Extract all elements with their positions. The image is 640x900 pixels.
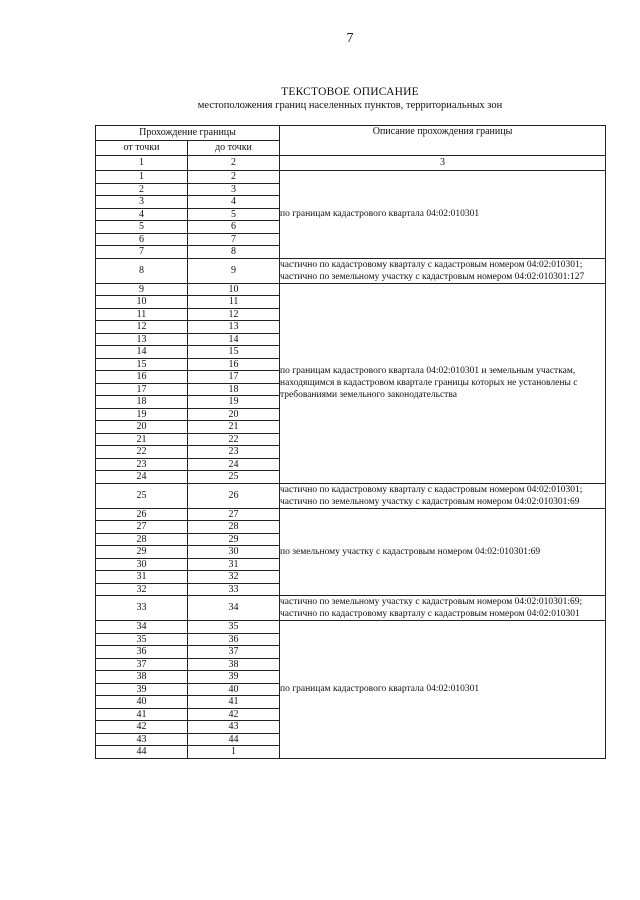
- description-cell: частично по кадастровому кварталу с кадастровым номером 04:02:010301; частично по земельному участку с кадастровым номером 04:02:010301:127: [280, 258, 606, 283]
- from-point-cell: 20: [96, 421, 188, 434]
- column-number-2: 2: [188, 156, 280, 171]
- to-point-cell: 2: [188, 171, 280, 184]
- document-subtitle: местоположения границ населенных пунктов, территориальных зон: [197, 100, 503, 111]
- from-point-cell: 10: [96, 296, 188, 309]
- from-point-cell: 14: [96, 346, 188, 359]
- to-point-cell: 13: [188, 321, 280, 334]
- from-point-cell: 41: [96, 708, 188, 721]
- table-row: [96, 508, 606, 521]
- from-point-cell: 23: [96, 458, 188, 471]
- from-point-cell: 33: [96, 596, 188, 621]
- to-point-cell: 38: [188, 658, 280, 671]
- from-point-cell: 2: [96, 183, 188, 196]
- column-number-1: 1: [96, 156, 188, 171]
- from-point-cell: 21: [96, 433, 188, 446]
- from-point-cell: 3: [96, 196, 188, 209]
- to-point-cell: 12: [188, 308, 280, 321]
- table-row: [96, 171, 606, 184]
- from-point-cell: 31: [96, 571, 188, 584]
- to-point-cell: 31: [188, 558, 280, 571]
- from-point-cell: 11: [96, 308, 188, 321]
- to-point-cell: 36: [188, 633, 280, 646]
- to-point-cell: 16: [188, 358, 280, 371]
- from-point-cell: 30: [96, 558, 188, 571]
- from-point-cell: 1: [96, 171, 188, 184]
- from-point-cell: 36: [96, 646, 188, 659]
- from-point-cell: 16: [96, 371, 188, 384]
- to-point-cell: 33: [188, 583, 280, 596]
- table-row: [96, 258, 606, 283]
- description-cell: по земельному участку с кадастровым номером 04:02:010301:69: [280, 508, 606, 596]
- boundary-description-table: [95, 125, 606, 759]
- to-point-cell: 28: [188, 521, 280, 534]
- to-point-cell: 4: [188, 196, 280, 209]
- to-point-cell: 3: [188, 183, 280, 196]
- table-row: [96, 596, 606, 621]
- from-point-cell: 27: [96, 521, 188, 534]
- page-number: 7: [346, 31, 354, 46]
- from-point-cell: 39: [96, 683, 188, 696]
- to-point-cell: 8: [188, 246, 280, 259]
- header-to-point: до точки: [188, 141, 280, 156]
- from-point-cell: 43: [96, 733, 188, 746]
- from-point-cell: 29: [96, 546, 188, 559]
- from-point-cell: 8: [96, 258, 188, 283]
- table-row: [96, 621, 606, 634]
- document-title: ТЕКСТОВОЕ ОПИСАНИЕ: [281, 86, 419, 98]
- description-cell: по границам кадастрового квартала 04:02:010301: [280, 621, 606, 759]
- to-point-cell: 44: [188, 733, 280, 746]
- to-point-cell: 11: [188, 296, 280, 309]
- to-point-cell: 10: [188, 283, 280, 296]
- to-point-cell: 42: [188, 708, 280, 721]
- to-point-cell: 25: [188, 471, 280, 484]
- from-point-cell: 12: [96, 321, 188, 334]
- to-point-cell: 18: [188, 383, 280, 396]
- from-point-cell: 13: [96, 333, 188, 346]
- to-point-cell: 37: [188, 646, 280, 659]
- from-point-cell: 38: [96, 671, 188, 684]
- from-point-cell: 9: [96, 283, 188, 296]
- from-point-cell: 28: [96, 533, 188, 546]
- from-point-cell: 40: [96, 696, 188, 709]
- to-point-cell: 20: [188, 408, 280, 421]
- table-header-row: [96, 126, 606, 141]
- to-point-cell: 7: [188, 233, 280, 246]
- from-point-cell: 26: [96, 508, 188, 521]
- header-description: Описание прохождения границы: [280, 126, 606, 156]
- header-passage: Прохождение границы: [96, 126, 280, 141]
- to-point-cell: 41: [188, 696, 280, 709]
- description-cell: частично по земельному участку с кадастровым номером 04:02:010301:69; частично по кадастровому кварталу с кадастровым номером 04:02:010301: [280, 596, 606, 621]
- to-point-cell: 23: [188, 446, 280, 459]
- from-point-cell: 25: [96, 483, 188, 508]
- to-point-cell: 5: [188, 208, 280, 221]
- from-point-cell: 32: [96, 583, 188, 596]
- to-point-cell: 27: [188, 508, 280, 521]
- to-point-cell: 26: [188, 483, 280, 508]
- description-cell: частично по кадастровому кварталу с кадастровым номером 04:02:010301; частично по земельному участку с кадастровым номером 04:02:010301:69: [280, 483, 606, 508]
- to-point-cell: 40: [188, 683, 280, 696]
- to-point-cell: 15: [188, 346, 280, 359]
- column-number-3: 3: [280, 156, 606, 171]
- from-point-cell: 34: [96, 621, 188, 634]
- from-point-cell: 22: [96, 446, 188, 459]
- to-point-cell: 14: [188, 333, 280, 346]
- to-point-cell: 35: [188, 621, 280, 634]
- to-point-cell: 34: [188, 596, 280, 621]
- header-from-point: от точки: [96, 141, 188, 156]
- table-column-number-row: [96, 156, 606, 171]
- from-point-cell: 5: [96, 221, 188, 234]
- from-point-cell: 37: [96, 658, 188, 671]
- from-point-cell: 24: [96, 471, 188, 484]
- table-row: [96, 283, 606, 296]
- from-point-cell: 18: [96, 396, 188, 409]
- from-point-cell: 6: [96, 233, 188, 246]
- from-point-cell: 44: [96, 746, 188, 759]
- to-point-cell: 6: [188, 221, 280, 234]
- to-point-cell: 32: [188, 571, 280, 584]
- to-point-cell: 21: [188, 421, 280, 434]
- to-point-cell: 24: [188, 458, 280, 471]
- description-cell: по границам кадастрового квартала 04:02:010301 и земельным участкам, находящимся в кадастровом квартале границы которых не установлены с требованиями земельного законодательства: [280, 283, 606, 483]
- table-row: [96, 483, 606, 508]
- to-point-cell: 1: [188, 746, 280, 759]
- to-point-cell: 29: [188, 533, 280, 546]
- from-point-cell: 4: [96, 208, 188, 221]
- to-point-cell: 22: [188, 433, 280, 446]
- from-point-cell: 7: [96, 246, 188, 259]
- from-point-cell: 35: [96, 633, 188, 646]
- description-cell: по границам кадастрового квартала 04:02:010301: [280, 171, 606, 259]
- from-point-cell: 15: [96, 358, 188, 371]
- from-point-cell: 42: [96, 721, 188, 734]
- to-point-cell: 43: [188, 721, 280, 734]
- to-point-cell: 39: [188, 671, 280, 684]
- from-point-cell: 19: [96, 408, 188, 421]
- to-point-cell: 17: [188, 371, 280, 384]
- to-point-cell: 9: [188, 258, 280, 283]
- from-point-cell: 17: [96, 383, 188, 396]
- to-point-cell: 19: [188, 396, 280, 409]
- to-point-cell: 30: [188, 546, 280, 559]
